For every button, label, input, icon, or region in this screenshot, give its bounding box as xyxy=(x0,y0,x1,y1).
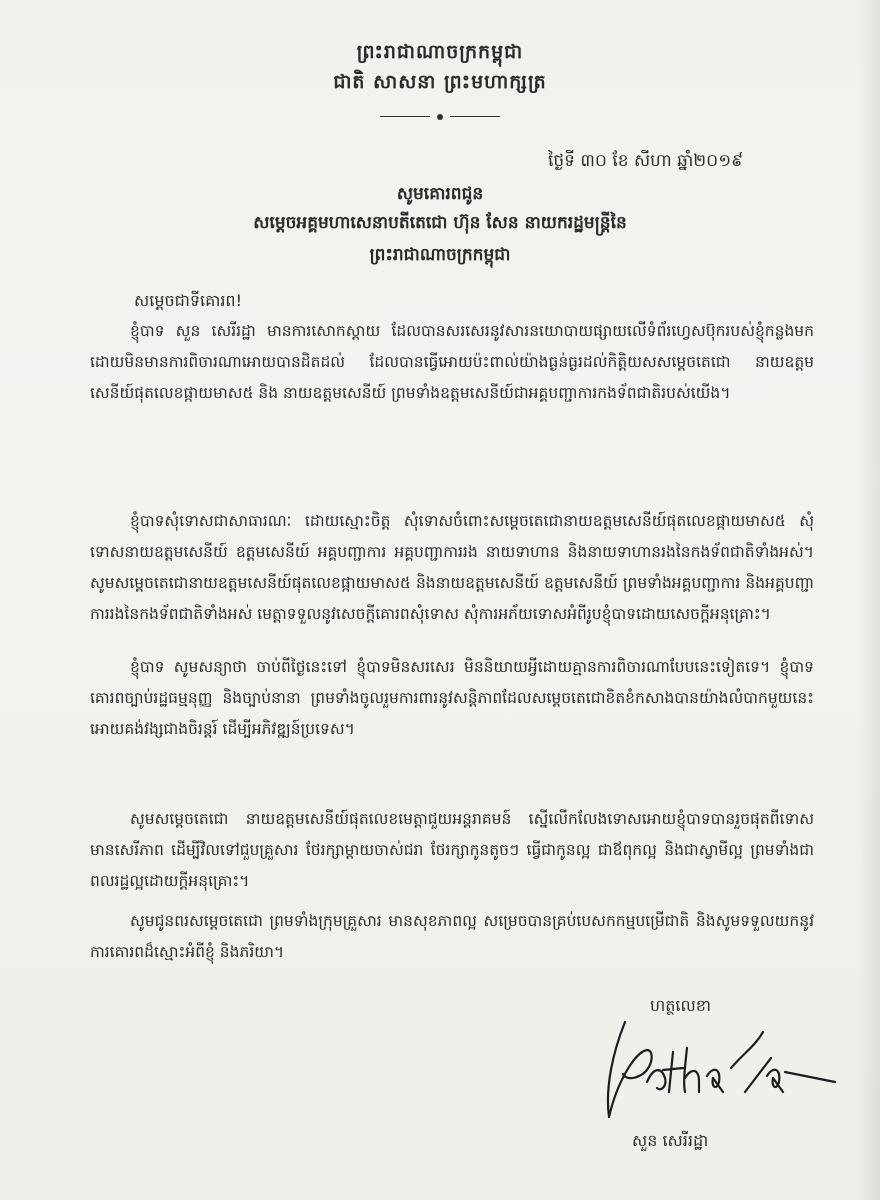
handwritten-signature xyxy=(595,1012,845,1132)
recipient-line-3: ព្រះរាជាណាចក្រកម្ពុជា xyxy=(369,245,511,265)
page-edge-shadow xyxy=(858,0,880,1200)
recipient-line-1: សូមគោរពជូន xyxy=(396,184,484,204)
body-paragraph-2: ខ្ញុំបាទសុំទោសជាសាធារណៈ ដោយស្មោះចិត្ត សុំទោសចំពោះសម្តេចតេជោនាយឧត្តមសេនីយ៍ផុតលេខផ្កាយមាស៥ សុំទោសនាយឧត្តមសេនីយ៍ ឧត្តមសេនីយ៍ អគ្គបញ្ជាការ អគ្គបញ្ជាការរង នាយទាហាន និងនាយទាហានរងនៃកងទ័ពជាតិទាំងអស់។ សូមសម្តេចតេជោនាយឧត្តមសេនីយ៍ផុតលេខផ្កាយមាស៥ និងនាយឧត្តមសេនីយ៍ ឧត្តមសេនីយ៍ ព្រមទាំងអគ្គបញ្ជាការ និងអគ្គបញ្ជាការរងនៃកងទ័ពជាតិទាំងអស់ មេត្តាទទួលនូវសេចក្តីគោរពសុំទោស សុំការអភ័យទោសអំពីរូបខ្ញុំបាទដោយសេចក្តីអនុគ្រោះ។ xyxy=(90,512,814,623)
body-paragraph-1: ខ្ញុំបាទ សួន សេរីរដ្ឋា មានការសោកស្តាយ ដែលបានសរសេរនូវសារនយោបាយផ្សាយលើទំព័រហ្វេសប៊ុករបស់ខ្ញុំកន្លងមក ដោយមិនមានការពិចារណាអោយបានដិតដល់ ដែលបានធ្វើអោយប៉ះពាល់យ៉ាងធ្ងន់ធ្ងរដល់កិត្តិយសសម្តេចតេជោ នាយឧត្តមសេនីយ៍ផុតលេខផ្កាយមាស៥ និង នាយឧត្តមសេនីយ៍ ព្រមទាំងឧត្តមសេនីយ៍ជាអគ្គបញ្ជាការកងទ័ពជាតិរបស់យើង។ xyxy=(90,322,814,402)
body-paragraph-4: សូមសម្តេចតេជោ នាយឧត្តមសេនីយ៍ផុតលេខមេត្តាជួយអន្តរាគមន៍ ស្នើលើកលែងទោសអោយខ្ញុំបាទបានរួចផុតពីទោស មានសេរីភាព ដើម្បីវិលទៅជួបគ្រួសារ ថែរក្សាម្តាយចាស់ជរា ថែរក្សាកូនតូចៗ ធ្វើជាកូនល្អ ជាឪពុកល្អ និងជាស្វាមីល្អ ព្រមទាំងជាពលរដ្ឋល្អដោយក្តីអនុគ្រោះ។ xyxy=(90,810,814,890)
motto-header: ជាតិ សាសនា ព្រះមហាក្សត្រ xyxy=(333,71,547,93)
kingdom-header: ព្រះរាជាណាចក្រកម្ពុជា xyxy=(356,41,524,63)
recipient-line-2: សម្តេចអគ្គមហាសេនាបតីតេជោ ហ៊ុន សែន នាយករដ្ឋមន្ត្រីនៃ xyxy=(253,213,627,233)
signatory-name: សួន សេរីរដ្ឋា xyxy=(632,1131,709,1150)
salutation: សម្តេចជាទីគោរព! xyxy=(134,291,242,310)
header-ornament-divider xyxy=(380,114,500,120)
signature-label: ហត្ថលេខា xyxy=(650,996,711,1015)
letter-date: ថ្ងៃទី ៣០ ខែ សីហា ឆ្នាំ២០១៩ xyxy=(548,151,744,171)
body-paragraph-3: ខ្ញុំបាទ សូមសន្យាថា ចាប់ពីថ្ងៃនេះទៅ ខ្ញុំបាទមិនសរសេរ មិននិយាយអ្វីដោយគ្មានការពិចារណាបែបនេះទៀតទេ។ ខ្ញុំបាទគោរពច្បាប់រដ្ឋធម្មនុញ្ញ និងច្បាប់នានា ព្រមទាំងចូលរួមការពារនូវសន្តិភាពដែលសម្តេចតេជោខិតខំកសាងបានយ៉ាងលំបាកមួយនេះអោយគង់វង្សជាងចិរន្តរ៍ ដើម្បីអភិវឌ្ឍន៍ប្រទេស។ xyxy=(90,658,814,738)
body-paragraph-5: សូមជូនពរសម្តេចតេជោ ព្រមទាំងក្រុមគ្រួសារ មានសុខភាពល្អ សម្រេចបានគ្រប់បេសកកម្មបម្រើជាតិ និងសូមទទួលយកនូវការគោរពដ៏ស្មោះអំពីខ្ញុំ និងភរិយា។ xyxy=(90,912,814,961)
